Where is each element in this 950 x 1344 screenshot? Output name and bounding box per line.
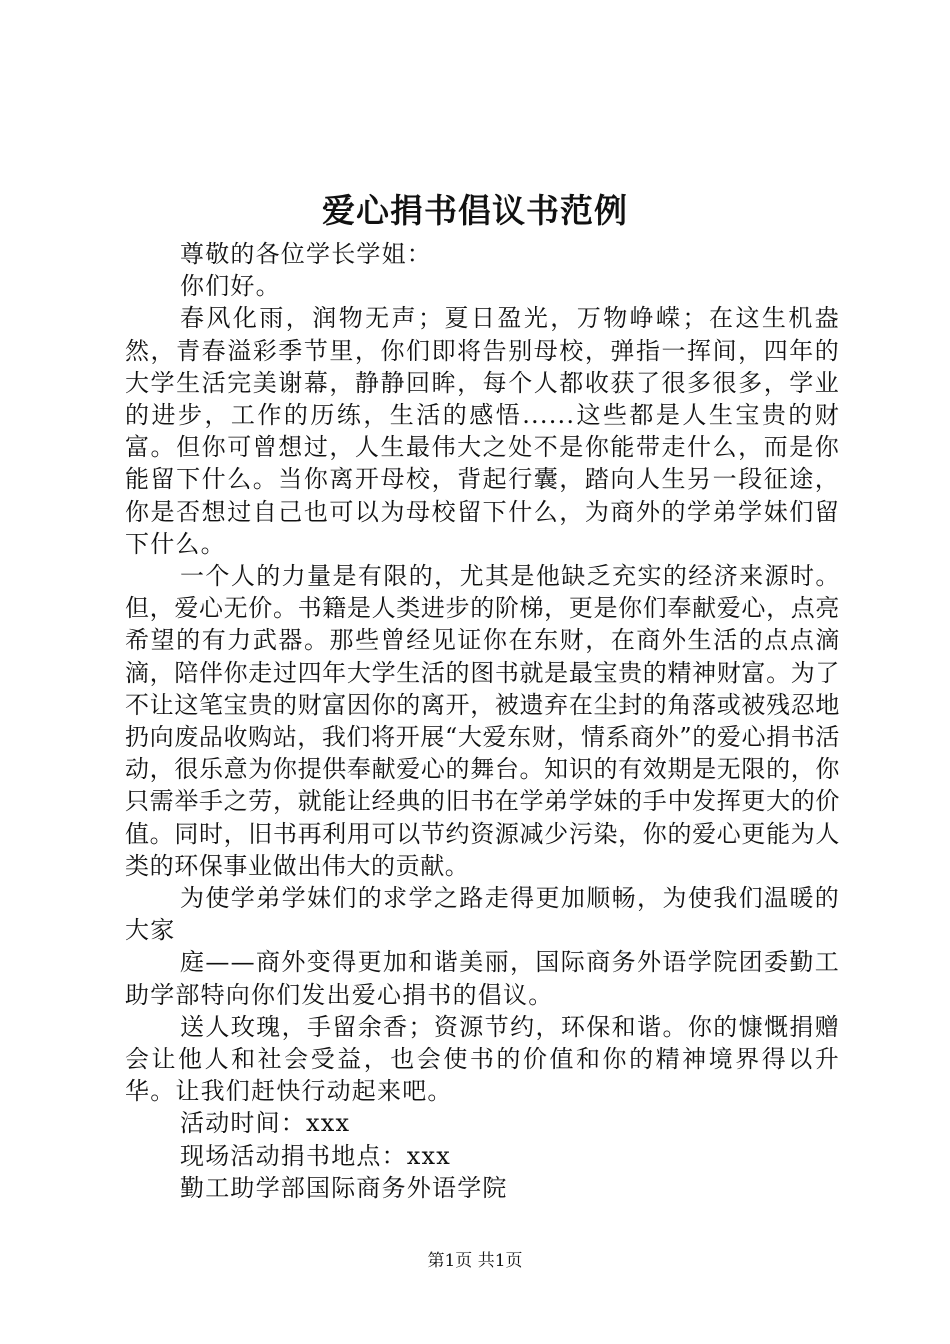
greeting: 你们好。 <box>180 272 281 301</box>
salutation: 尊敬的各位学长学姐： <box>180 240 432 268</box>
signature: 勤工助学部国际商务外语学院 <box>180 1173 508 1202</box>
document-body <box>125 238 840 1204</box>
paragraph-purpose-start: 为使学弟学妹们的求学之路走得更加顺畅，为使我们温暖的大家 <box>125 884 840 945</box>
paragraph-purpose-continued: 庭——商外变得更加和谐美丽，国际商务外语学院团委勤工助学部特向你们发出爱心捐书的倡议。 <box>125 948 840 1009</box>
paragraph-call: 一个人的力量是有限的，尤其是他缺乏充实的经济来源时。但，爱心无价。书籍是人类进步的阶梯，更是你们奉献爱心，点亮希望的有力武器。那些曾经见证你在东财，在商外生活的点点滴滴，陪伴你走过四年大学生活的图书就是最宝贵的精神财富。为了不让这笔宝贵的财富因你的离开，被遗弃在尘封的角落或被残忍地扔向废品收购站，我们将开展“大爱东财，情系商外”的爱心捐书活动，很乐意为你提供奉献爱心的舞台。知识的有效期是无限的，你只需举手之劳，就能让经典的旧书在学弟学妹的手中发挥更大的价值。同时，旧书再利用可以节约资源减少污染，你的爱心更能为人类的环保事业做出伟大的贡献。 <box>125 562 840 880</box>
paragraph-closing: 送人玫瑰，手留余香；资源节约，环保和谐。你的慷慨捐赠会让他人和社会受益，也会使书的价值和你的精神境界得以升华。让我们赶快行动起来吧。 <box>125 1012 840 1106</box>
event-time: 活动时间：xxx <box>180 1109 351 1138</box>
paragraph-intro: 春风化雨，润物无声；夏日盈光，万物峥嵘；在这生机盎然，青春溢彩季节里，你们即将告别母校，弹指一挥间，四年的大学生活完美谢幕，静静回眸，每个人都收获了很多很多，学业的进步，工作的历练，生活的感悟......这些都是人生宝贵的财富。但你可曾想过，人生最伟大之处不是你能带走什么，而是你能留下什么。当你离开母校，背起行囊，踏向人生另一段征途，你是否想过自己也可以为母校留下什么，为商外的学弟学妹们留下什么。 <box>125 304 840 558</box>
page-number-footer: 第1页 共1页 <box>427 1251 523 1271</box>
document-title: 爱心捐书倡议书范例 <box>322 191 628 230</box>
event-location: 现场活动捐书地点：xxx <box>180 1141 452 1170</box>
